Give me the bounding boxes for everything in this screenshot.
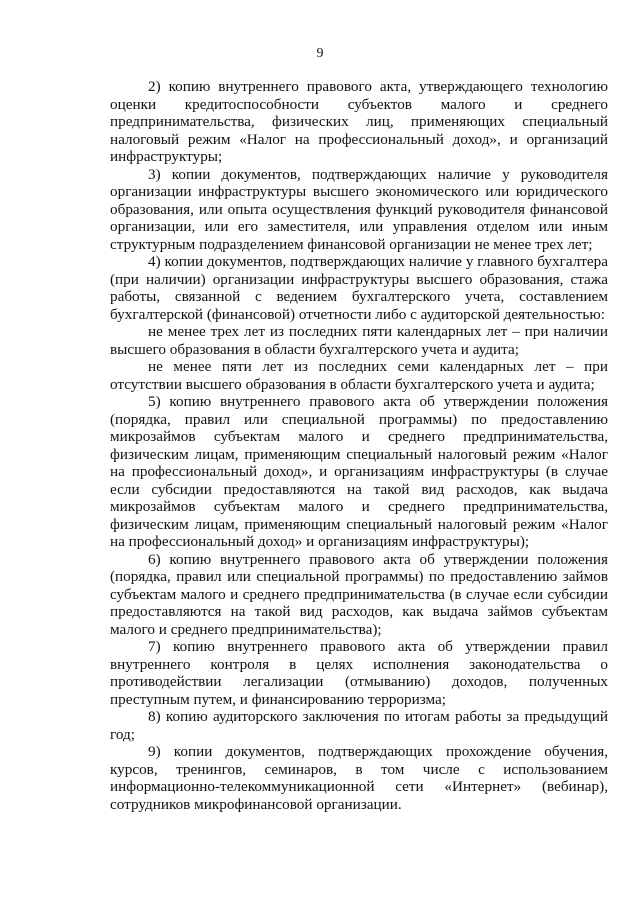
document-body xyxy=(110,78,608,813)
paragraph-item-8: 8) копию аудиторского заключения по итогам работы за предыдущий год; xyxy=(110,708,608,743)
paragraph-subitem-three-years: не менее трех лет из последних пяти календарных лет – при наличии высшего образования в области бухгалтерского учета и аудита; xyxy=(110,323,608,358)
paragraph-item-4: 4) копии документов, подтверждающих наличие у главного бухгалтера (при наличии) организации инфраструктуры высшего образования, стажа работы, связанной с ведением бухгалтерского учета, составлением бухгалтерской (финансовой) отчетности либо с аудиторской деятельностью: xyxy=(110,253,608,323)
paragraph-subitem-five-years: не менее пяти лет из последних семи календарных лет – при отсутствии высшего образования в области бухгалтерского учета и аудита; xyxy=(110,358,608,393)
paragraph-item-9: 9) копии документов, подтверждающих прохождение обучения, курсов, тренингов, семинаров, в том числе с использованием информационно-телекоммуникационной сети «Интернет» (вебинар), сотрудников микрофинансовой организации. xyxy=(110,743,608,813)
page-number: 9 xyxy=(316,46,324,61)
paragraph-item-5: 5) копию внутреннего правового акта об утверждении положения (порядка, правил или специальной программы) по предоставлению микрозаймов субъектам малого и среднего предпринимательства, физическим лицам, применяющим специальный налоговый режим «Налог на профессиональный доход», и организациям инфраструктуры (в случае если субсидии предоставляются на такой вид расходов, как выдача микрозаймов субъектам малого и среднего предпринимательства, физическим лицам, применяющим специальный налоговый режим «Налог на профессиональный доход» и организациям инфраструктуры); xyxy=(110,393,608,550)
paragraph-item-7: 7) копию внутреннего правового акта об утверждении правил внутреннего контроля в целях исполнения законодательства о противодействии легализации (отмыванию) доходов, полученных преступным путем, и финансированию терроризма; xyxy=(110,638,608,708)
paragraph-item-3: 3) копии документов, подтверждающих наличие у руководителя организации инфраструктуры высшего экономического или юридического образования, или опыта осуществления функций руководителя финансовой организации, или его заместителя, или управления отделом или иным структурным подразделением финансовой организации не менее трех лет; xyxy=(110,165,608,253)
paragraph-item-2: 2) копию внутреннего правового акта, утверждающего технологию оценки кредитоспособности субъектов малого и среднего предпринимательства, физических лиц, применяющих специальный налоговый режим «Налог на профессиональный доход», и организаций инфраструктуры; xyxy=(110,78,608,165)
paragraph-item-6: 6) копию внутреннего правового акта об утверждении положения (порядка, правил или специальной программы) по предоставлению займов субъектам малого и среднего предпринимательства (в случае если субсидии предоставляются на такой вид расходов, как выдача займов субъектам малого и среднего предпринимательства); xyxy=(110,550,608,638)
